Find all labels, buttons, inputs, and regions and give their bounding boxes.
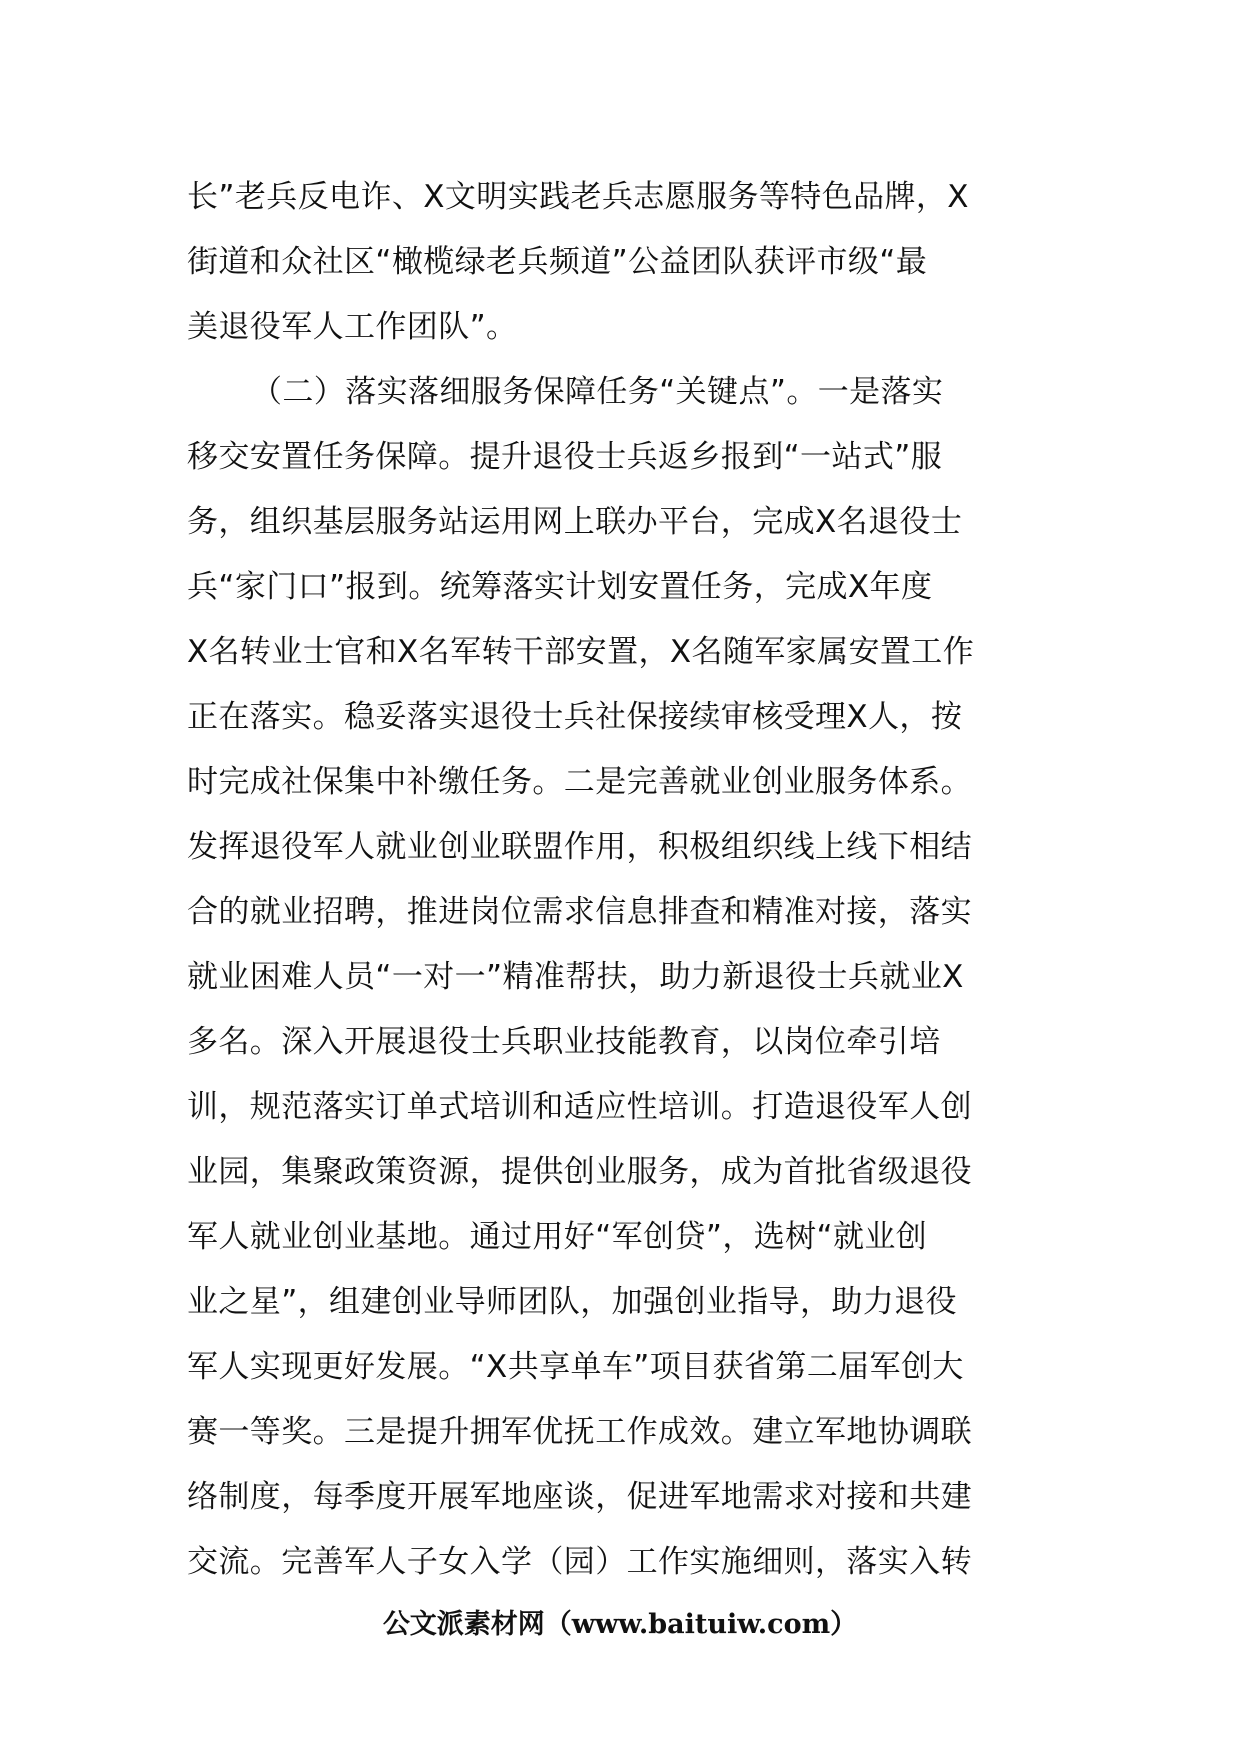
text-line: 络制度，每季度开展军地座谈，促进军地需求对接和共建 bbox=[187, 1479, 972, 1515]
document-body bbox=[187, 165, 1057, 1595]
text-line: 时完成社保集中补缴任务。二是完善就业创业服务体系。 bbox=[187, 764, 972, 800]
text-line: 务，组织基层服务站运用网上联办平台，完成X名退役士 bbox=[187, 504, 963, 540]
text-line: 移交安置任务保障。提升退役士兵返乡报到“一站式”服 bbox=[187, 439, 943, 475]
text-line: 就业困难人员“一对一”精准帮扶，助力新退役士兵就业X bbox=[187, 959, 964, 995]
text-line: 业之星”，组建创业导师团队，加强创业指导，助力退役 bbox=[187, 1284, 958, 1320]
text-line: 交流。完善军人子女入学（园）工作实施细则，落实入转 bbox=[187, 1544, 972, 1580]
text-line: 长”老兵反电诈、X文明实践老兵志愿服务等特色品牌，X bbox=[187, 179, 969, 215]
text-line: 赛一等奖。三是提升拥军优抚工作成效。建立军地协调联 bbox=[187, 1414, 972, 1450]
text-line: 正在落实。稳妥落实退役士兵社保接续审核受理X人，按 bbox=[187, 699, 963, 735]
text-line: 训，规范落实订单式培训和适应性培训。打造退役军人创 bbox=[187, 1089, 972, 1125]
text-line: 多名。深入开展退役士兵职业技能教育，以岗位牵引培 bbox=[187, 1024, 941, 1060]
text-line: （二）落实落细服务保障任务“关键点”。一是落实 bbox=[251, 374, 944, 410]
text-line: 街道和众社区“橄榄绿老兵频道”公益团队获评市级“最 bbox=[187, 244, 928, 280]
text-line: X名转业士官和X名军转干部安置，X名随军家属安置工作 bbox=[187, 634, 975, 670]
footer-watermark: 公文派素材网（www.baituiw.com） bbox=[382, 1609, 858, 1640]
text-line: 合的就业招聘，推进岗位需求信息排查和精准对接，落实 bbox=[187, 894, 972, 930]
text-line: 美退役军人工作团队”。 bbox=[187, 309, 518, 345]
text-line: 军人实现更好发展。“X共享单车”项目获省第二届军创大 bbox=[187, 1349, 964, 1385]
text-line: 业园，集聚政策资源，提供创业服务，成为首批省级退役 bbox=[187, 1154, 972, 1190]
text-line: 军人就业创业基地。通过用好“军创贷”，选树“就业创 bbox=[187, 1219, 928, 1255]
text-line: 兵“家门口”报到。统筹落实计划安置任务，完成X年度 bbox=[187, 569, 933, 605]
text-line: 发挥退役军人就业创业联盟作用，积极组织线上线下相结 bbox=[187, 829, 972, 865]
